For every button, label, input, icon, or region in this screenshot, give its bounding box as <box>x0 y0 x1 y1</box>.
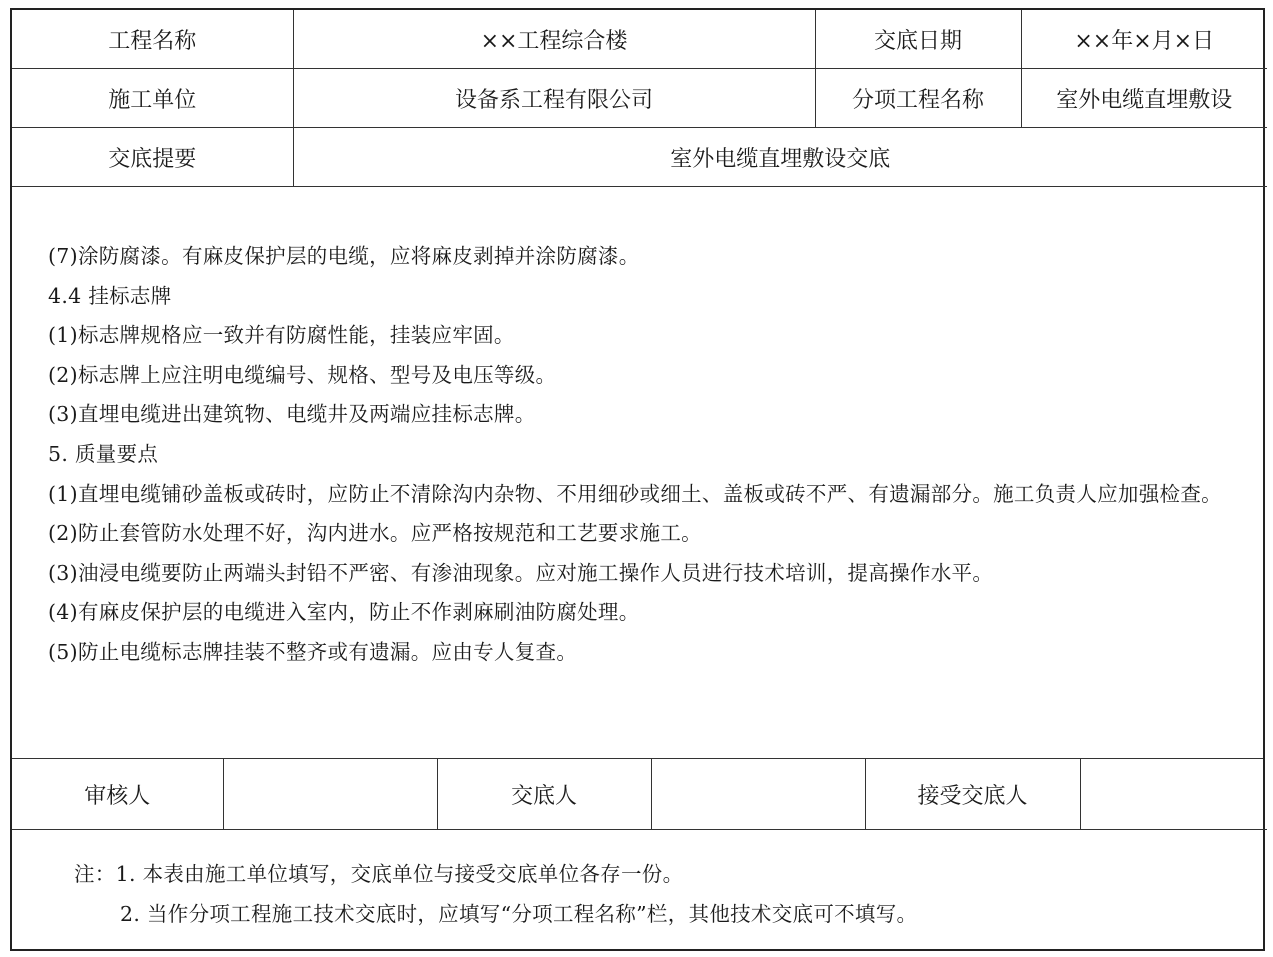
content-line: (2)防止套管防水处理不好，沟内进水。应严格按规范和工艺要求施工。 <box>48 521 702 546</box>
header-row-project <box>12 10 1267 69</box>
content-line: (5)防止电缆标志牌挂装不整齐或有遗漏。应由专人复查。 <box>48 639 578 664</box>
note-1: 注：1. 本表由施工单位填写，交底单位与接受交底单位各存一份。 <box>74 862 684 886</box>
reviewer-label: 审核人 <box>12 759 223 830</box>
signature-row <box>12 759 1267 830</box>
section-heading: 5. 质量要点 <box>48 441 159 466</box>
content-line: (2)标志牌上应注明电缆编号、规格、型号及电压等级。 <box>48 362 557 387</box>
note-2: 2. 当作分项工程施工技术交底时，应填写“分项工程名称”栏，其他技术交底可不填写。 <box>120 902 918 926</box>
technical-disclosure-form <box>10 8 1265 951</box>
disclosure-content <box>12 187 1263 759</box>
section-heading: 4.4 挂标志牌 <box>48 283 172 308</box>
project-name-label: 工程名称 <box>12 10 293 69</box>
header-row-summary <box>12 128 1267 187</box>
header-row-contractor <box>12 69 1267 128</box>
signature-table <box>12 759 1267 830</box>
reviewer-field <box>223 759 437 830</box>
content-line: (7)涂防腐漆。有麻皮保护层的电缆，应将麻皮剥掉并涂防腐漆。 <box>48 244 640 268</box>
content-line: (4)有麻皮保护层的电缆进入室内，防止不作剥麻刷油防腐处理。 <box>48 600 640 625</box>
discloser-field <box>651 759 865 830</box>
content-line: (3)直埋电缆进出建筑物、电缆井及两端应挂标志牌。 <box>48 402 536 427</box>
contractor-label: 施工单位 <box>12 69 293 128</box>
summary-label: 交底提要 <box>12 128 293 187</box>
content-line: (3)油浸电缆要防止两端头封铅不严密、有渗油现象。应对施工操作人员进行技术培训，提高操作水平。 <box>48 560 994 585</box>
content-line: (1)标志牌规格应一致并有防腐性能，挂装应牢固。 <box>48 323 515 348</box>
project-name-value: ××工程综合楼 <box>293 10 815 69</box>
discloser-label: 交底人 <box>437 759 651 830</box>
receiver-label: 接受交底人 <box>865 759 1080 830</box>
subproject-value: 室外电缆直埋敷设 <box>1021 69 1267 128</box>
header-table <box>12 10 1267 187</box>
date-label: 交底日期 <box>815 10 1021 69</box>
receiver-field <box>1080 759 1267 830</box>
date-value: ××年×月×日 <box>1021 10 1267 69</box>
notes-section <box>12 830 1263 934</box>
content-line: (1)直埋电缆铺砂盖板或砖时，应防止不清除沟内杂物、不用细砂或细土、盖板或砖不严、有遗漏部分。施工负责人应加强检查。 <box>48 481 1222 506</box>
summary-value: 室外电缆直埋敷设交底 <box>293 128 1267 187</box>
subproject-label: 分项工程名称 <box>815 69 1021 128</box>
contractor-value: 设备系工程有限公司 <box>293 69 815 128</box>
